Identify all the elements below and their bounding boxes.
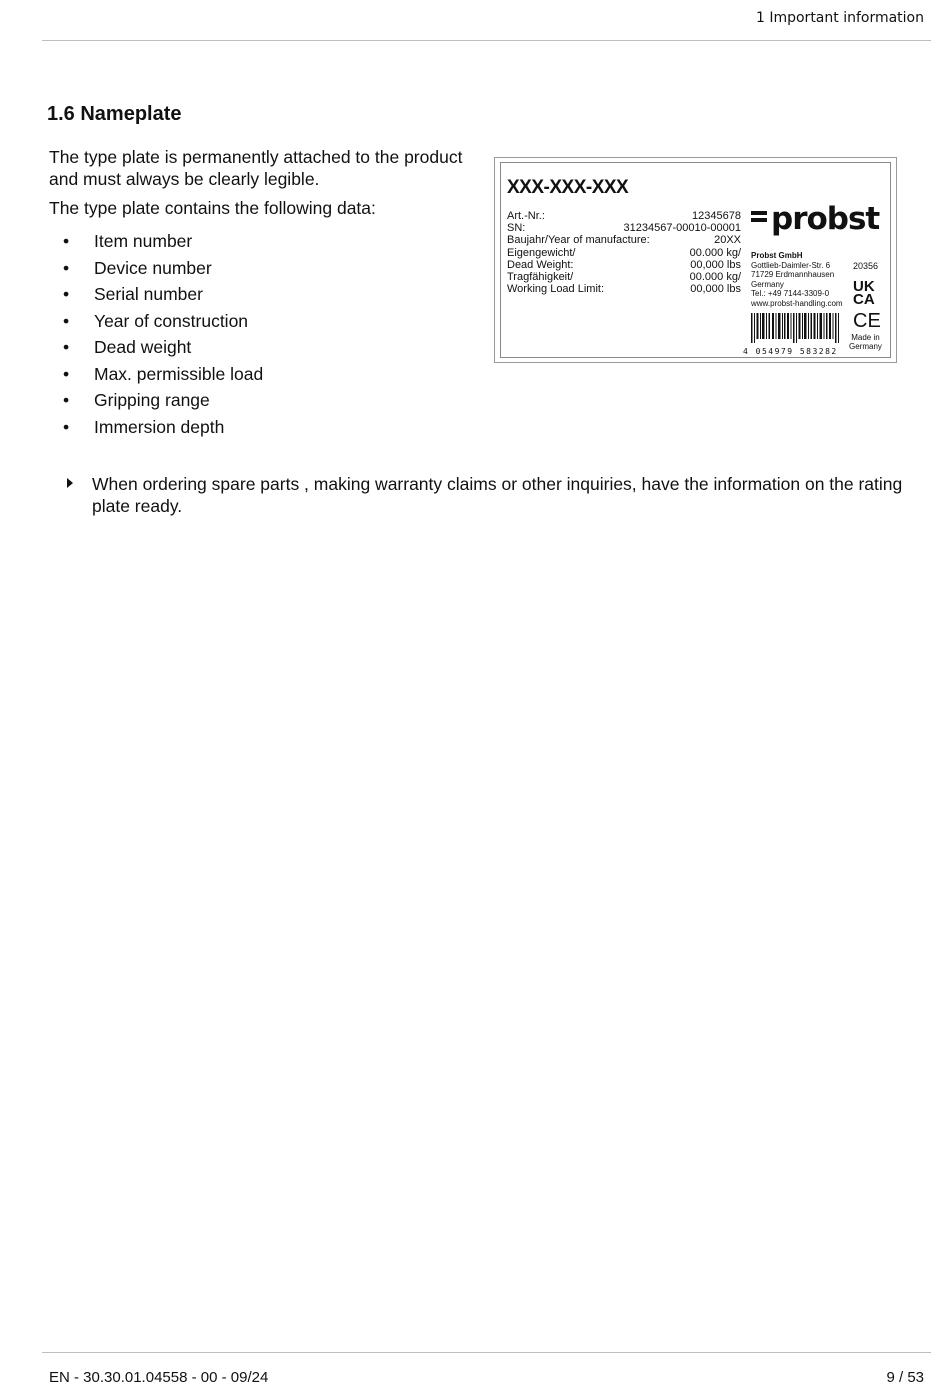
spec-row [507, 222, 741, 234]
arrow-right-icon [67, 478, 73, 488]
ukca-line-1: UK [853, 278, 875, 295]
footer-page-number: 9 / 53 [886, 1369, 924, 1386]
spec-value: 00,000 lbs [690, 258, 741, 271]
spec-label: Eigengewicht/ [507, 246, 576, 259]
company-web: www.probst-handling.com [751, 298, 843, 308]
intro-paragraph-1: The type plate is permanently attached to the product and must always be clearly legible. [49, 147, 463, 189]
list-item: • Dead weight [49, 335, 263, 362]
made-in-germany [849, 333, 882, 351]
probst-logo: probst [771, 201, 880, 237]
ukca-mark-icon [853, 280, 875, 306]
footer-doc-id: EN - 30.30.01.04558 - 00 - 09/24 [49, 1369, 269, 1386]
spec-row [507, 247, 741, 259]
info-note [67, 473, 927, 517]
list-item: • Item number [49, 229, 263, 256]
note-text: When ordering spare parts , making warranty claims or other inquiries, have the information on the rating plate ready. [92, 474, 903, 516]
company-city: 71729 Erdmannhausen [751, 270, 835, 279]
header-rule [42, 40, 931, 41]
barcode-icon [751, 313, 843, 343]
intro-text [49, 146, 479, 226]
company-phone: Tel.: +49 7144-3309-0 [751, 289, 830, 298]
list-item: • Device number [49, 256, 263, 283]
spec-label: Art.-Nr.: [507, 210, 545, 222]
list-item: • Serial number [49, 282, 263, 309]
nameplate-frame [500, 162, 891, 358]
ce-mark-icon: CE [853, 310, 881, 332]
list-item: • Gripping range [49, 388, 263, 415]
spec-value: 00.000 kg/ [689, 270, 741, 283]
nameplate-data-list [49, 229, 263, 441]
list-item: • Year of construction [49, 309, 263, 336]
nameplate-model: XXX-XXX-XXX [507, 177, 629, 198]
spec-label: Working Load Limit: [507, 283, 605, 296]
spec-label: Dead Weight: [507, 258, 574, 271]
spec-label: Tragfähigkeit/ [507, 270, 574, 283]
company-street: Gottlieb-Daimler-Str. 6 [751, 260, 831, 270]
company-name: Probst GmbH [751, 251, 803, 260]
spec-value: 00.000 kg/ [689, 246, 741, 259]
spec-row [507, 271, 741, 283]
company-address [751, 251, 843, 308]
spec-value: 12345678 [692, 210, 741, 222]
list-item: • Immersion depth [49, 415, 263, 442]
ukca-line-2: CA [853, 291, 875, 308]
spec-label: SN: [507, 222, 526, 235]
made-line-1: Made in [851, 333, 880, 342]
intro-paragraph-2: The type plate contains the following data: [49, 198, 376, 218]
spec-value: 20XX [714, 234, 741, 247]
nameplate-code: 20356 [853, 261, 879, 271]
list-item: • Max. permissible load [49, 362, 263, 389]
spec-value: 00,000 lbs [690, 283, 741, 296]
spec-row [507, 210, 741, 222]
spec-value: 31234567-00010-00001 [623, 222, 741, 235]
section-heading: 1.6 Nameplate [47, 103, 182, 125]
spec-row [507, 234, 741, 246]
nameplate-image [494, 157, 897, 363]
spec-label: Baujahr/Year of manufacture: [507, 234, 650, 247]
spec-row [507, 259, 741, 271]
nameplate-specs [507, 210, 741, 295]
made-line-2: Germany [849, 342, 882, 351]
header-section-title: 1 Important information [755, 10, 924, 26]
barcode-digits: 4 054979 583282 [743, 347, 838, 356]
footer-rule [42, 1352, 931, 1353]
company-country: Germany [751, 279, 784, 289]
spec-row [507, 283, 741, 295]
